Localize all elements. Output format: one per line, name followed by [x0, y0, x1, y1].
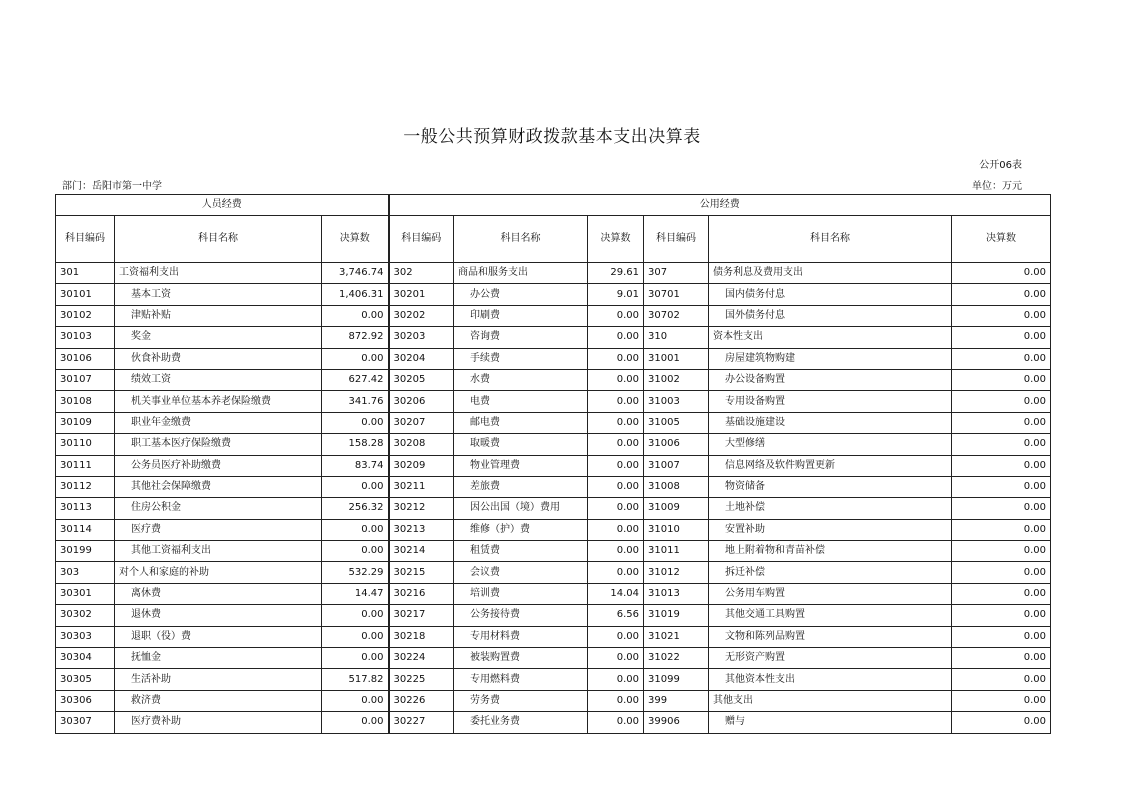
amount-cell: 341.76 — [322, 391, 389, 412]
amount-cell: 0.00 — [952, 605, 1051, 626]
name-cell: 其他交通工具购置 — [709, 605, 952, 626]
name-cell: 奖金 — [115, 327, 322, 348]
table-row — [56, 605, 1051, 626]
code-cell: 31005 — [644, 412, 709, 433]
table-row — [56, 519, 1051, 540]
col-header-code: 科目编码 — [389, 216, 454, 263]
amount-cell: 0.00 — [952, 498, 1051, 519]
name-cell: 信息网络及软件购置更新 — [709, 455, 952, 476]
name-cell: 因公出国（境）费用 — [454, 498, 588, 519]
amount-cell: 0.00 — [322, 519, 389, 540]
amount-cell: 0.00 — [952, 519, 1051, 540]
code-cell: 31013 — [644, 583, 709, 604]
table-row — [56, 669, 1051, 690]
code-cell: 302 — [389, 263, 454, 284]
page-title: 一般公共预算财政拨款基本支出决算表 — [403, 127, 701, 147]
table-row — [56, 498, 1051, 519]
code-cell: 30114 — [56, 519, 115, 540]
name-cell: 抚恤金 — [115, 648, 322, 669]
amount-cell: 1,406.31 — [322, 284, 389, 305]
code-cell: 30110 — [56, 434, 115, 455]
code-cell: 30204 — [389, 348, 454, 369]
amount-cell: 0.00 — [952, 648, 1051, 669]
name-cell: 离休费 — [115, 583, 322, 604]
amount-cell: 0.00 — [952, 669, 1051, 690]
code-cell: 30106 — [56, 348, 115, 369]
name-cell: 伙食补助费 — [115, 348, 322, 369]
name-cell: 赠与 — [709, 712, 952, 733]
name-cell: 国内债务付息 — [709, 284, 952, 305]
name-cell: 办公费 — [454, 284, 588, 305]
code-cell: 31003 — [644, 391, 709, 412]
table-row — [56, 476, 1051, 497]
code-cell: 30216 — [389, 583, 454, 604]
amount-cell: 0.00 — [588, 669, 644, 690]
name-cell: 会议费 — [454, 562, 588, 583]
name-cell: 公务接待费 — [454, 605, 588, 626]
code-cell: 30103 — [56, 327, 115, 348]
amount-cell: 0.00 — [322, 541, 389, 562]
col-header-code: 科目编码 — [644, 216, 709, 263]
name-cell: 印刷费 — [454, 305, 588, 326]
name-cell: 其他社会保障缴费 — [115, 476, 322, 497]
amount-cell: 0.00 — [588, 455, 644, 476]
code-cell: 30213 — [389, 519, 454, 540]
code-cell: 399 — [644, 690, 709, 711]
amount-cell: 0.00 — [952, 327, 1051, 348]
name-cell: 专用设备购置 — [709, 391, 952, 412]
code-cell: 310 — [644, 327, 709, 348]
name-cell: 对个人和家庭的补助 — [115, 562, 322, 583]
amount-cell: 627.42 — [322, 369, 389, 390]
code-cell: 31006 — [644, 434, 709, 455]
code-cell: 30212 — [389, 498, 454, 519]
name-cell: 办公设备购置 — [709, 369, 952, 390]
name-cell: 专用材料费 — [454, 626, 588, 647]
table-row — [56, 412, 1051, 433]
amount-cell: 0.00 — [952, 391, 1051, 412]
code-cell: 30225 — [389, 669, 454, 690]
code-cell: 30702 — [644, 305, 709, 326]
name-cell: 医疗费 — [115, 519, 322, 540]
amount-cell: 0.00 — [322, 690, 389, 711]
amount-cell: 256.32 — [322, 498, 389, 519]
name-cell: 维修（护）费 — [454, 519, 588, 540]
amount-cell: 0.00 — [588, 562, 644, 583]
code-cell: 30202 — [389, 305, 454, 326]
name-cell: 物资储备 — [709, 476, 952, 497]
amount-cell: 3,746.74 — [322, 263, 389, 284]
name-cell: 水费 — [454, 369, 588, 390]
amount-cell: 0.00 — [322, 648, 389, 669]
code-cell: 30211 — [389, 476, 454, 497]
code-cell: 30108 — [56, 391, 115, 412]
amount-cell: 14.47 — [322, 583, 389, 604]
amount-cell: 0.00 — [588, 476, 644, 497]
amount-cell: 532.29 — [322, 562, 389, 583]
name-cell: 地上附着物和青苗补偿 — [709, 541, 952, 562]
code-cell: 30307 — [56, 712, 115, 733]
amount-cell: 6.56 — [588, 605, 644, 626]
name-cell: 机关事业单位基本养老保险缴费 — [115, 391, 322, 412]
name-cell: 培训费 — [454, 583, 588, 604]
name-cell: 资本性支出 — [709, 327, 952, 348]
amount-cell: 0.00 — [588, 391, 644, 412]
name-cell: 医疗费补助 — [115, 712, 322, 733]
amount-cell: 9.01 — [588, 284, 644, 305]
code-cell: 30303 — [56, 626, 115, 647]
name-cell: 安置补助 — [709, 519, 952, 540]
col-header-amount: 决算数 — [322, 216, 389, 263]
table-row — [56, 583, 1051, 604]
name-cell: 电费 — [454, 391, 588, 412]
table-row — [56, 455, 1051, 476]
table-row — [56, 712, 1051, 733]
code-cell: 30206 — [389, 391, 454, 412]
name-cell: 其他支出 — [709, 690, 952, 711]
amount-cell: 0.00 — [952, 690, 1051, 711]
code-cell: 31019 — [644, 605, 709, 626]
amount-cell: 0.00 — [588, 369, 644, 390]
code-cell: 39906 — [644, 712, 709, 733]
name-cell: 土地补偿 — [709, 498, 952, 519]
table-row — [56, 690, 1051, 711]
name-cell: 其他资本性支出 — [709, 669, 952, 690]
table-row — [56, 305, 1051, 326]
code-cell: 31007 — [644, 455, 709, 476]
name-cell: 邮电费 — [454, 412, 588, 433]
code-cell: 30107 — [56, 369, 115, 390]
name-cell: 专用燃料费 — [454, 669, 588, 690]
code-cell: 30224 — [389, 648, 454, 669]
code-cell: 30305 — [56, 669, 115, 690]
table-row — [56, 369, 1051, 390]
col-header-name: 科目名称 — [709, 216, 952, 263]
col-header-amount: 决算数 — [588, 216, 644, 263]
department-label: 部门：岳阳市第一中学 — [62, 181, 162, 192]
table-row — [56, 541, 1051, 562]
name-cell: 退职（役）费 — [115, 626, 322, 647]
amount-cell: 0.00 — [588, 648, 644, 669]
code-cell: 30209 — [389, 455, 454, 476]
name-cell: 基本工资 — [115, 284, 322, 305]
amount-cell: 0.00 — [588, 712, 644, 733]
name-cell: 退休费 — [115, 605, 322, 626]
code-cell: 31099 — [644, 669, 709, 690]
table-row — [56, 626, 1051, 647]
amount-cell: 158.28 — [322, 434, 389, 455]
column-header-row — [56, 216, 1051, 263]
code-cell: 31021 — [644, 626, 709, 647]
name-cell: 委托业务费 — [454, 712, 588, 733]
name-cell: 工资福利支出 — [115, 263, 322, 284]
name-cell: 拆迁补偿 — [709, 562, 952, 583]
code-cell: 31012 — [644, 562, 709, 583]
name-cell: 基础设施建设 — [709, 412, 952, 433]
amount-cell: 0.00 — [588, 434, 644, 455]
code-cell: 30112 — [56, 476, 115, 497]
name-cell: 商品和服务支出 — [454, 263, 588, 284]
code-cell: 30205 — [389, 369, 454, 390]
amount-cell: 0.00 — [588, 541, 644, 562]
amount-cell: 0.00 — [952, 348, 1051, 369]
form-number: 公开06表 — [979, 160, 1022, 171]
name-cell: 生活补助 — [115, 669, 322, 690]
code-cell: 303 — [56, 562, 115, 583]
amount-cell: 0.00 — [952, 369, 1051, 390]
col-header-amount: 决算数 — [952, 216, 1051, 263]
name-cell: 职业年金缴费 — [115, 412, 322, 433]
code-cell: 31008 — [644, 476, 709, 497]
name-cell: 公务用车购置 — [709, 583, 952, 604]
amount-cell: 517.82 — [322, 669, 389, 690]
name-cell: 手续费 — [454, 348, 588, 369]
amount-cell: 0.00 — [588, 305, 644, 326]
code-cell: 30208 — [389, 434, 454, 455]
table-row — [56, 263, 1051, 284]
name-cell: 被装购置费 — [454, 648, 588, 669]
table-row — [56, 327, 1051, 348]
amount-cell: 0.00 — [588, 412, 644, 433]
amount-cell: 0.00 — [322, 712, 389, 733]
name-cell: 无形资产购置 — [709, 648, 952, 669]
unit-label: 单位：万元 — [972, 181, 1022, 192]
code-cell: 30227 — [389, 712, 454, 733]
code-cell: 30111 — [56, 455, 115, 476]
code-cell: 30302 — [56, 605, 115, 626]
code-cell: 31002 — [644, 369, 709, 390]
amount-cell: 0.00 — [588, 519, 644, 540]
code-cell: 30199 — [56, 541, 115, 562]
code-cell: 30701 — [644, 284, 709, 305]
code-cell: 30217 — [389, 605, 454, 626]
amount-cell: 29.61 — [588, 263, 644, 284]
table-row — [56, 348, 1051, 369]
code-cell: 30226 — [389, 690, 454, 711]
code-cell: 31010 — [644, 519, 709, 540]
code-cell: 30203 — [389, 327, 454, 348]
amount-cell: 0.00 — [322, 626, 389, 647]
amount-cell: 0.00 — [952, 583, 1051, 604]
amount-cell: 0.00 — [322, 605, 389, 626]
amount-cell: 0.00 — [952, 562, 1051, 583]
name-cell: 劳务费 — [454, 690, 588, 711]
code-cell: 30214 — [389, 541, 454, 562]
amount-cell: 0.00 — [588, 626, 644, 647]
col-header-name: 科目名称 — [454, 216, 588, 263]
code-cell: 30201 — [389, 284, 454, 305]
name-cell: 房屋建筑物购建 — [709, 348, 952, 369]
table-row — [56, 648, 1051, 669]
amount-cell: 0.00 — [952, 434, 1051, 455]
table-row — [56, 562, 1051, 583]
name-cell: 津贴补贴 — [115, 305, 322, 326]
code-cell: 30207 — [389, 412, 454, 433]
amount-cell: 0.00 — [952, 305, 1051, 326]
code-cell: 30301 — [56, 583, 115, 604]
name-cell: 咨询费 — [454, 327, 588, 348]
amount-cell: 0.00 — [952, 626, 1051, 647]
group-header-public: 公用经费 — [389, 195, 1051, 216]
name-cell: 差旅费 — [454, 476, 588, 497]
code-cell: 31001 — [644, 348, 709, 369]
name-cell: 大型修缮 — [709, 434, 952, 455]
amount-cell: 0.00 — [952, 712, 1051, 733]
amount-cell: 0.00 — [588, 498, 644, 519]
name-cell: 绩效工资 — [115, 369, 322, 390]
amount-cell: 0.00 — [952, 412, 1051, 433]
name-cell: 住房公积金 — [115, 498, 322, 519]
code-cell: 30109 — [56, 412, 115, 433]
code-cell: 31011 — [644, 541, 709, 562]
code-cell: 30101 — [56, 284, 115, 305]
group-header-personnel: 人员经费 — [56, 195, 389, 216]
name-cell: 物业管理费 — [454, 455, 588, 476]
table-row — [56, 434, 1051, 455]
code-cell: 30218 — [389, 626, 454, 647]
amount-cell: 0.00 — [952, 284, 1051, 305]
name-cell: 救济费 — [115, 690, 322, 711]
amount-cell: 872.92 — [322, 327, 389, 348]
table-row — [56, 284, 1051, 305]
expenditure-table — [55, 194, 1051, 734]
amount-cell: 0.00 — [322, 348, 389, 369]
name-cell: 租赁费 — [454, 541, 588, 562]
code-cell: 30304 — [56, 648, 115, 669]
code-cell: 31022 — [644, 648, 709, 669]
amount-cell: 0.00 — [952, 541, 1051, 562]
name-cell: 债务利息及费用支出 — [709, 263, 952, 284]
amount-cell: 0.00 — [952, 455, 1051, 476]
amount-cell: 83.74 — [322, 455, 389, 476]
amount-cell: 0.00 — [952, 476, 1051, 497]
code-cell: 30102 — [56, 305, 115, 326]
code-cell: 307 — [644, 263, 709, 284]
amount-cell: 0.00 — [322, 476, 389, 497]
table-row — [56, 391, 1051, 412]
name-cell: 其他工资福利支出 — [115, 541, 322, 562]
code-cell: 31009 — [644, 498, 709, 519]
name-cell: 公务员医疗补助缴费 — [115, 455, 322, 476]
name-cell: 国外债务付息 — [709, 305, 952, 326]
amount-cell: 0.00 — [952, 263, 1051, 284]
code-cell: 30306 — [56, 690, 115, 711]
name-cell: 取暖费 — [454, 434, 588, 455]
col-header-code: 科目编码 — [56, 216, 115, 263]
code-cell: 30215 — [389, 562, 454, 583]
amount-cell: 0.00 — [588, 348, 644, 369]
name-cell: 职工基本医疗保险缴费 — [115, 434, 322, 455]
code-cell: 301 — [56, 263, 115, 284]
amount-cell: 0.00 — [588, 690, 644, 711]
group-header-row — [56, 195, 1051, 216]
col-header-name: 科目名称 — [115, 216, 322, 263]
amount-cell: 0.00 — [322, 305, 389, 326]
name-cell: 文物和陈列品购置 — [709, 626, 952, 647]
amount-cell: 0.00 — [322, 412, 389, 433]
amount-cell: 0.00 — [588, 327, 644, 348]
amount-cell: 14.04 — [588, 583, 644, 604]
code-cell: 30113 — [56, 498, 115, 519]
